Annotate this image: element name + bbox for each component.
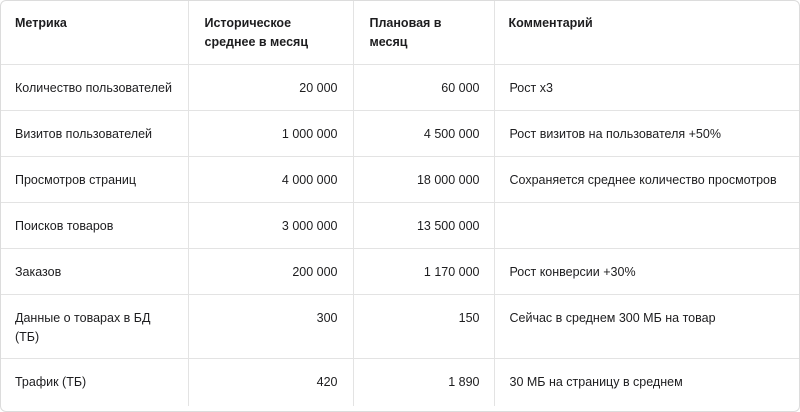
table-row — [1, 202, 799, 248]
table-row — [1, 294, 799, 358]
table-row — [1, 248, 799, 294]
metric-cell: Заказов — [1, 248, 188, 294]
historical-cell: 1 000 000 — [188, 110, 353, 156]
comment-cell: Рост визитов на пользователя +50% — [494, 110, 799, 156]
header-metric: Метрика — [15, 16, 67, 30]
comment-cell — [494, 202, 799, 248]
historical-cell: 20 000 — [188, 64, 353, 110]
table-row — [1, 156, 799, 202]
planned-cell: 1 890 — [353, 358, 494, 406]
metric-cell: Трафик (ТБ) — [1, 358, 188, 406]
planned-cell: 13 500 000 — [353, 202, 494, 248]
comment-cell: Рост x3 — [494, 64, 799, 110]
table-row — [1, 110, 799, 156]
table-header-row — [1, 1, 799, 64]
comment-cell: Рост конверсии +30% — [494, 248, 799, 294]
planned-cell: 18 000 000 — [353, 156, 494, 202]
metric-cell: Данные о товарах в БД (ТБ) — [1, 294, 188, 358]
metric-cell: Просмотров страниц — [1, 156, 188, 202]
historical-cell: 3 000 000 — [188, 202, 353, 248]
historical-cell: 420 — [188, 358, 353, 406]
metric-cell: Поисков товаров — [1, 202, 188, 248]
planned-cell: 1 170 000 — [353, 248, 494, 294]
header-comment: Комментарий — [494, 1, 799, 64]
historical-cell: 200 000 — [188, 248, 353, 294]
planned-cell: 60 000 — [353, 64, 494, 110]
comment-cell: Сейчас в среднем 300 МБ на товар — [494, 294, 799, 358]
header-historical-average: Историческое среднее в месяц — [188, 1, 353, 64]
historical-cell: 300 — [188, 294, 353, 358]
metrics-table — [1, 1, 799, 406]
comment-cell: 30 МБ на страницу в среднем — [494, 358, 799, 406]
table-row — [1, 358, 799, 406]
planned-cell: 4 500 000 — [353, 110, 494, 156]
header-planned: Плановая в месяц — [353, 1, 494, 64]
table-row — [1, 64, 799, 110]
historical-cell: 4 000 000 — [188, 156, 353, 202]
metric-cell: Визитов пользователей — [1, 110, 188, 156]
comment-cell: Сохраняется среднее количество просмотров — [494, 156, 799, 202]
metric-cell: Количество пользователей — [1, 64, 188, 110]
planned-cell: 150 — [353, 294, 494, 358]
